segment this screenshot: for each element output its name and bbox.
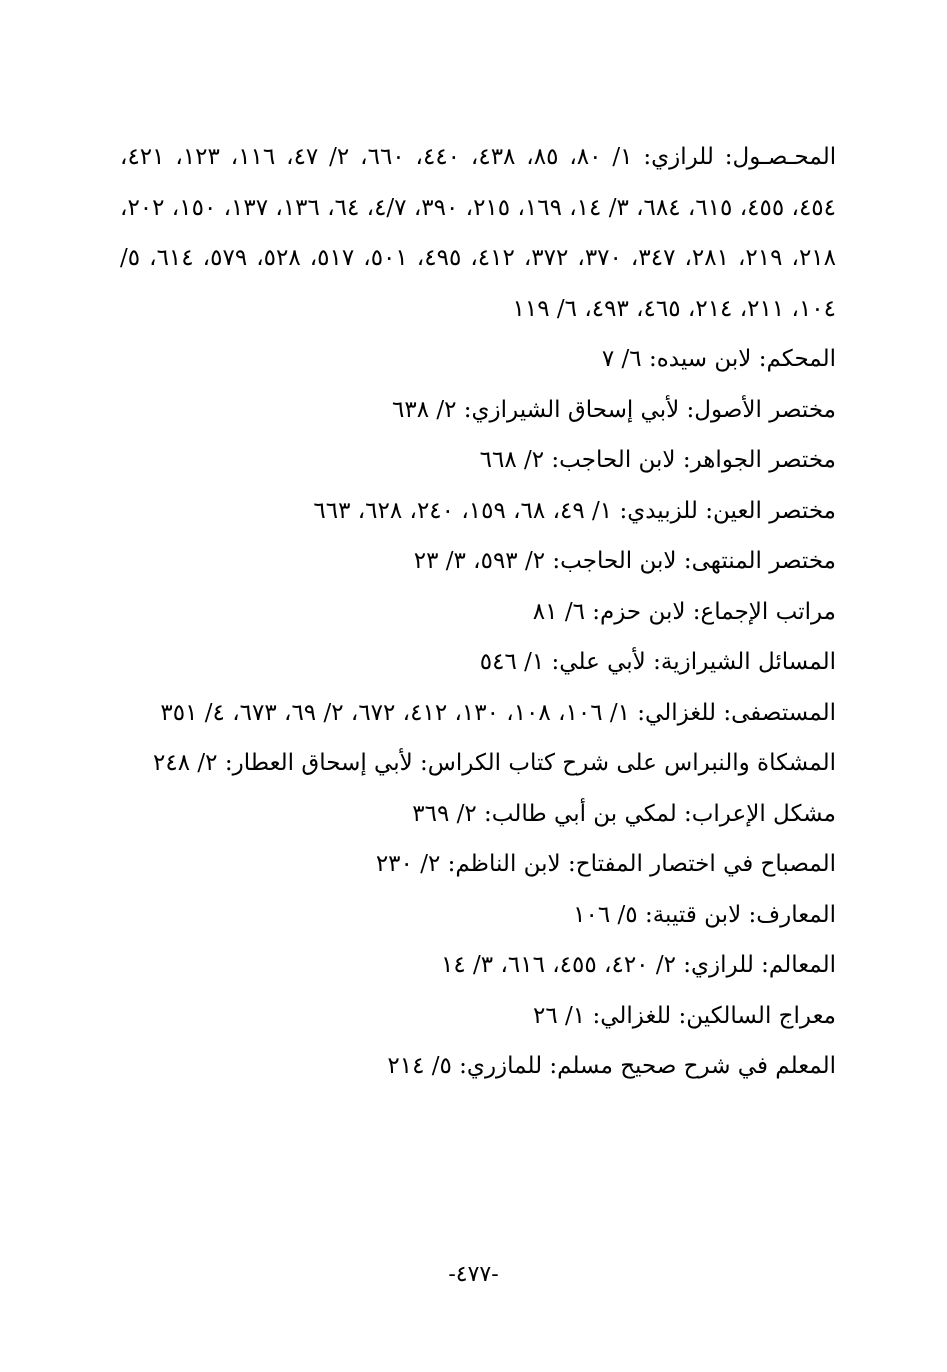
- index-entry-almulim: المعلم في شرح صحيح مسلم: للمازري: ٥/ ٢١٤: [387, 1053, 836, 1079]
- index-entry-almahsul: المحـصـول: للرازي: ١/ ٨٠، ٨٥، ٤٣٨، ٤٤٠، ٦٦٠، ٢/ ٤٧، ١١٦، ١٢٣، ٤٢١، ٤٥٤، ٤٥٥، ٦١٥، ٦٨٤، ٣/ ١٤، ١٦٩، ٢١٥، ٣٩٠، ٤/٧، ٦٤، ١٣٦، ١٣٧، ١٥٠، ٢٠٢، ٢١٨، ٢١٩، ٢٨١، ٣٤٧، ٣٧٠، ٣٧٢، ٤١٢، ٤٩٥، ٥٠١، ٥١٧، ٥٢٨، ٥٧٩، ٦١٤، ٥/ ١٠٤، ٢١١، ٢١٤، ٤٦٥، ٤٩٣، ٦/ ١١٩: [120, 144, 837, 322]
- index-entry-almisbah: المصباح في اختصار المفتاح: لابن الناظم: ٢/ ٢٣٠: [375, 851, 836, 877]
- index-entry-mukhtasar-aljawahir: مختصر الجواهر: لابن الحاجب: ٢/ ٦٦٨: [479, 447, 836, 473]
- index-entry-mushkil-alirab: مشكل الإعراب: لمكي بن أبي طالب: ٢/ ٣٦٩: [412, 800, 836, 827]
- index-entry-mukhtasar-alusul: مختصر الأصول: لأبي إسحاق الشيرازي: ٢/ ٦٣٨: [391, 396, 836, 423]
- page-number: -٤٧٧-: [448, 1262, 499, 1287]
- index-entry-almustasfa: المستصفى: للغزالي: ١/ ١٠٦، ١٠٨، ١٣٠، ٤١٢، ٦٧٢، ٢/ ٦٩، ٦٧٣، ٤/ ٣٥١: [160, 699, 836, 726]
- index-entry-almaarif: المعارف: لابن قتيبة: ٥/ ١٠٦: [573, 901, 836, 928]
- index-entry-miraj-alsalikin: معراج السالكين: للغزالي: ١/ ٢٦: [533, 1002, 836, 1029]
- index-entry-almasail-alshiraziyya: المسائل الشيرازية: لأبي علي: ١/ ٥٤٦: [479, 649, 836, 675]
- index-entry-mukhtasar-alayn: مختصر العين: للزبيدي: ١/ ٤٩، ٦٨، ١٥٩، ٢٤٠، ٦٢٨، ٦٦٣: [313, 497, 836, 524]
- index-entry-almuhkam: المحكم: لابن سيده: ٦/ ٧: [601, 346, 836, 372]
- index-entry-maratib-alijma: مراتب الإجماع: لابن حزم: ٦/ ٨١: [532, 598, 836, 625]
- index-entries-list: [120, 132, 836, 1092]
- index-entry-almishkat: المشكاة والنبراس على شرح كتاب الكراس: لأبي إسحاق العطار: ٢/ ٢٤٨: [153, 750, 836, 776]
- index-entry-mukhtasar-almuntaha: مختصر المنتهى: لابن الحاجب: ٢/ ٥٩٣، ٣/ ٢٣: [413, 548, 836, 574]
- index-entry-almaalim: المعالم: للرازي: ٢/ ٤٢٠، ٤٥٥، ٦١٦، ٣/ ١٤: [441, 952, 836, 978]
